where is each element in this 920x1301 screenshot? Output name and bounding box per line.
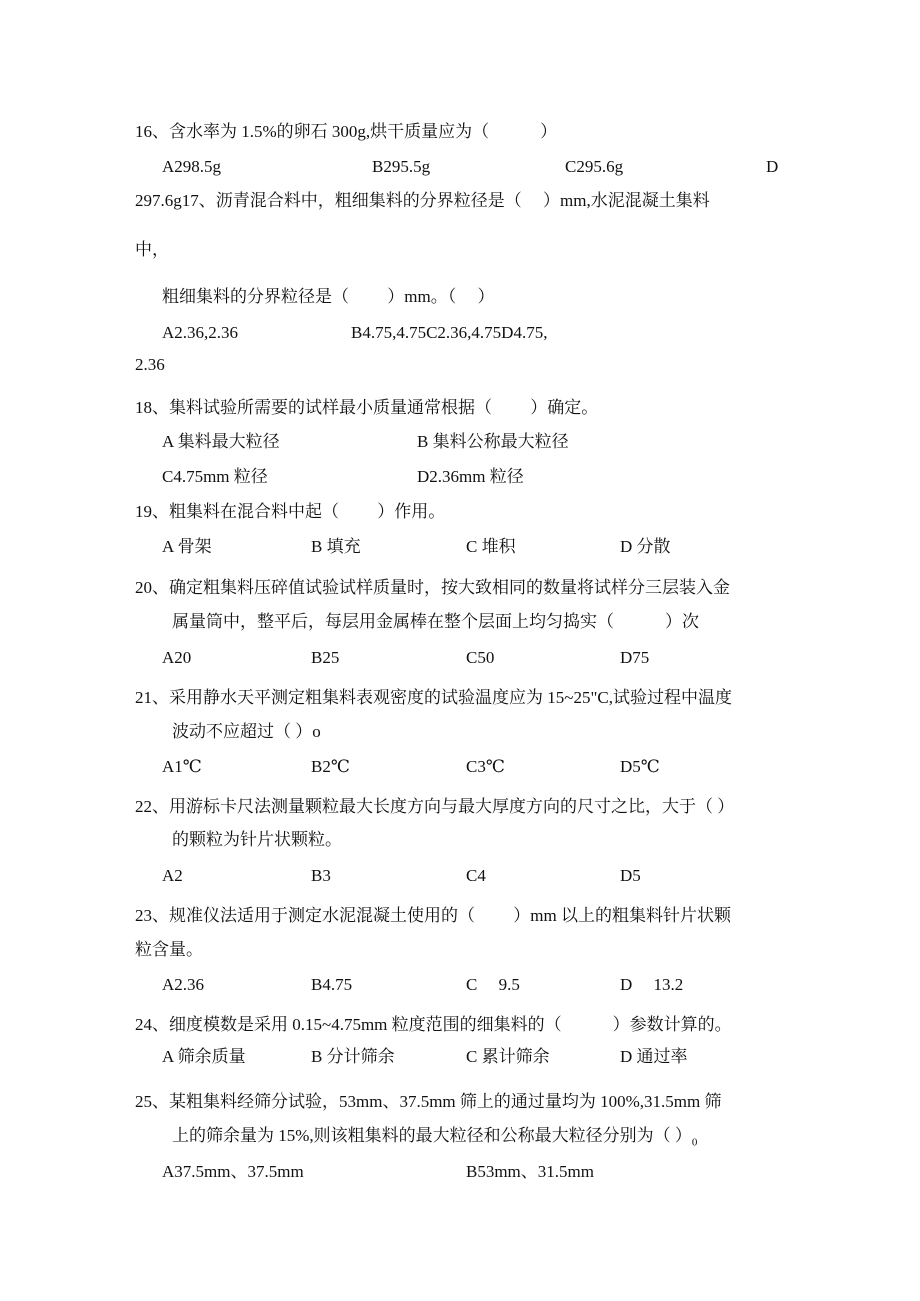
- option-d-tail: 2.36: [135, 355, 165, 374]
- option-a: A2.36,2.36: [162, 323, 239, 342]
- question-25-line1: 25、某粗集料经筛分试验，53mm、37.5mm 筛上的通过量均为 100%,31.5mm 筛: [135, 1092, 722, 1111]
- option-c: C295.6g: [565, 157, 624, 176]
- option-b: B4.75: [311, 975, 353, 994]
- option-c: C50: [466, 648, 495, 667]
- option-d: D2.36mm 粒径: [417, 467, 524, 486]
- option-c: C4: [466, 866, 486, 885]
- question-20-line2: 属量筒中，整平后，每层用金属棒在整个层面上均匀捣实（ ）次: [172, 612, 699, 631]
- option-a: A 集料最大粒径: [162, 432, 280, 451]
- question-20-line1: 20、确定粗集料压碎值试验试样质量时，按大致相同的数量将试样分三层装入金: [135, 578, 730, 597]
- option-a: A20: [162, 648, 192, 667]
- option-d: D5: [620, 866, 641, 885]
- option-c: C 堆积: [466, 537, 516, 556]
- option-c: C4.75mm 粒径: [162, 467, 268, 486]
- option-b: B 集料公称最大粒径: [417, 432, 569, 451]
- question-25-line2-text: 上的筛余量为 15%,则该粗集料的最大粒径和公称最大粒径分别为（ ）: [172, 1126, 692, 1145]
- option-d: D 通过率: [620, 1047, 688, 1066]
- option-a: A 筛余质量: [162, 1047, 246, 1066]
- option-b: B53mm、31.5mm: [466, 1162, 594, 1181]
- question-17-line1: 297.6g17、沥青混合料中，粗细集料的分界粒径是（ ）mm,水泥混凝土集料: [135, 191, 710, 210]
- options-bcd: B4.75,4.75C2.36,4.75D4.75,: [351, 323, 548, 342]
- question-17-line3: 粗细集料的分界粒径是（ ）mm。（ ）: [162, 287, 495, 306]
- option-d: D: [766, 157, 779, 176]
- question-22-line1: 22、用游标卡尺法测量颗粒最大长度方向与最大厚度方向的尺寸之比，大于（ ）: [135, 797, 735, 816]
- question-24: 24、细度模数是采用 0.15~4.75mm 粒度范围的细集料的（ ）参数计算的。: [135, 1015, 732, 1034]
- option-d: D75: [620, 648, 650, 667]
- question-25-subscript: 0: [691, 1136, 698, 1149]
- question-16: 16、含水率为 1.5%的卵石 300g,烘干质量应为（ ）: [135, 122, 558, 141]
- option-d: D 分散: [620, 537, 671, 556]
- option-b: B3: [311, 866, 331, 885]
- option-b: B25: [311, 648, 340, 667]
- option-a: A2.36: [162, 975, 205, 994]
- option-b: B295.5g: [372, 157, 431, 176]
- question-18: 18、集料试验所需要的试样最小质量通常根据（ ）确定。: [135, 398, 599, 417]
- option-b: B 分计筛余: [311, 1047, 395, 1066]
- question-22-line2: 的颗粒为针片状颗粒。: [172, 830, 342, 849]
- question-19: 19、粗集料在混合料中起（ ）作用。: [135, 502, 446, 521]
- option-c: C3℃: [466, 757, 505, 776]
- question-23-line2: 粒含量。: [135, 940, 203, 959]
- option-c: C 累计筛余: [466, 1047, 550, 1066]
- option-a: A37.5mm、37.5mm: [162, 1162, 304, 1181]
- question-23-line1: 23、规准仪法适用于测定水泥混凝土使用的（ ）mm 以上的粗集料针片状颗: [135, 906, 731, 925]
- option-a: A 骨架: [162, 537, 212, 556]
- option-a: A298.5g: [162, 157, 222, 176]
- option-a: A1℃: [162, 757, 202, 776]
- option-b: B2℃: [311, 757, 350, 776]
- option-a: A2: [162, 866, 183, 885]
- option-d: D5℃: [620, 757, 660, 776]
- question-25-line2: [172, 1126, 697, 1152]
- option-c: C 9.5: [466, 975, 520, 994]
- question-21-line2: 波动不应超过（ ）o: [172, 722, 321, 741]
- option-d: D 13.2: [620, 975, 684, 994]
- question-21-line1: 21、采用静水天平测定粗集料表观密度的试验温度应为 15~25"C,试验过程中温度: [135, 688, 732, 707]
- option-b: B 填充: [311, 537, 361, 556]
- question-17-line2: 中，: [135, 240, 169, 259]
